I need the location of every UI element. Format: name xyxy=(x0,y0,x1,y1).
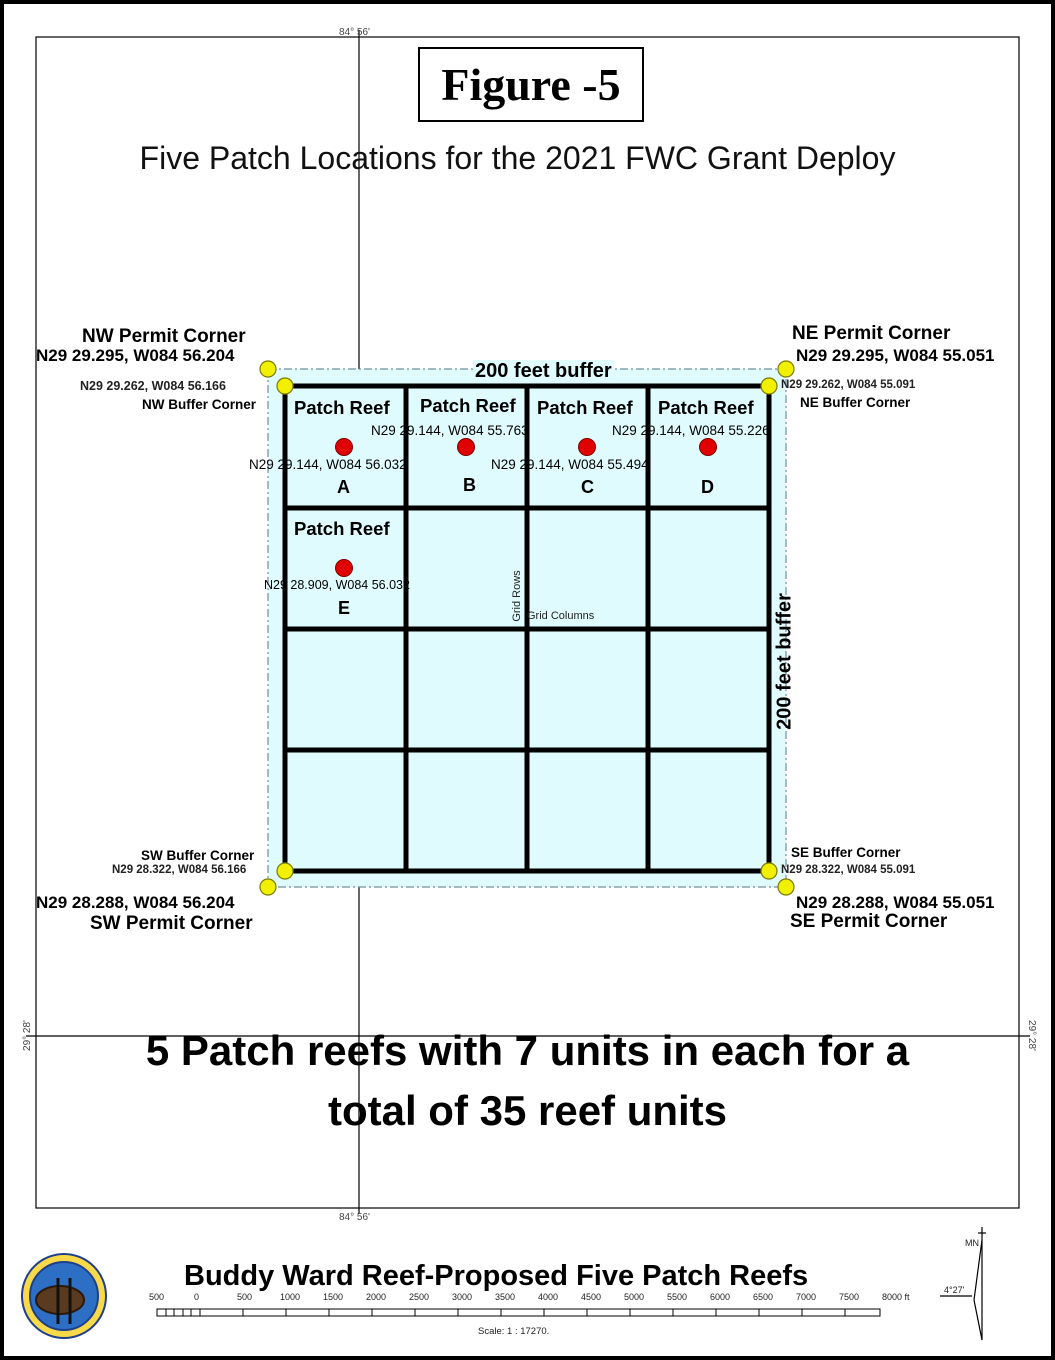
sw-buffer-marker xyxy=(277,863,293,879)
se-permit-corner-name: SE Permit Corner xyxy=(790,911,948,932)
scale-tick-label: 6000 xyxy=(710,1292,731,1302)
ne-permit-marker xyxy=(778,361,794,377)
patch-reef-e-coord: N29 28.909, W084 56.032 xyxy=(264,578,410,592)
patch-reef-d-letter: D xyxy=(701,477,714,497)
patch-reef-c-letter: C xyxy=(581,477,594,497)
scale-tick-label: 3000 xyxy=(452,1292,473,1302)
scale-tick-label: 5500 xyxy=(667,1292,688,1302)
scale-tick-label: 3500 xyxy=(495,1292,516,1302)
grid-rows-label: Grid Rows xyxy=(511,570,523,622)
figure-title: Figure -5 xyxy=(441,59,621,110)
scale-text: Scale: 1 : 17270. xyxy=(478,1326,550,1337)
north-label: MN xyxy=(965,1238,979,1248)
scale-tick-label: 2500 xyxy=(409,1292,430,1302)
grid-columns-label: Grid Columns xyxy=(527,610,595,622)
sw-buffer-corner-name: SW Buffer Corner xyxy=(141,848,255,863)
patch-reef-c-label: Patch Reef xyxy=(537,397,633,418)
reef-marker-b xyxy=(458,439,475,456)
patch-reef-d-label: Patch Reef xyxy=(658,397,754,418)
se-permit-corner-coord: N29 28.288, W084 55.051 xyxy=(796,893,995,912)
patch-reef-a-letter: A xyxy=(337,477,350,497)
se-buffer-corner-name: SE Buffer Corner xyxy=(791,845,901,860)
club-logo xyxy=(22,1254,106,1338)
scale-tick-label: 8000 ft xyxy=(882,1292,910,1302)
sw-buffer-corner-coord: N29 28.322, W084 56.166 xyxy=(112,864,247,876)
sw-permit-corner-name: SW Permit Corner xyxy=(90,913,253,934)
patch-reef-b-label: Patch Reef xyxy=(420,395,516,416)
patch-reef-d-coord: N29 29.144, W084 55.226 xyxy=(612,423,770,438)
scale-tick-label: 7000 xyxy=(796,1292,817,1302)
scale-tick-label: 4500 xyxy=(581,1292,602,1302)
scale-tick-label: 7500 xyxy=(839,1292,860,1302)
se-buffer-corner-coord: N29 28.322, W084 55.091 xyxy=(781,864,916,876)
scale-bar xyxy=(157,1309,880,1316)
nw-buffer-corner-name: NW Buffer Corner xyxy=(142,397,256,412)
patch-reef-b-letter: B xyxy=(463,475,476,495)
scale-tick-label: 4000 xyxy=(538,1292,559,1302)
sw-permit-marker xyxy=(260,879,276,895)
reef-marker-d xyxy=(700,439,717,456)
figure-subtitle: Five Patch Locations for the 2021 FWC Grant Deploy xyxy=(139,140,896,176)
graticule-lon-top: 84° 56' xyxy=(339,27,370,38)
ne-buffer-corner-name: NE Buffer Corner xyxy=(800,395,911,410)
buffer-label-right: 200 feet buffer xyxy=(773,593,796,730)
patch-reef-a-coord: N29 29.144, W084 56.032 xyxy=(249,457,407,472)
scale-tick-label: 1500 xyxy=(323,1292,344,1302)
reef-marker-e xyxy=(336,560,353,577)
scale-tick-label: 1000 xyxy=(280,1292,301,1302)
scale-tick-label: 0 xyxy=(194,1292,200,1302)
nw-permit-corner-coord: N29 29.295, W084 56.204 xyxy=(36,346,235,365)
patch-reef-e-label: Patch Reef xyxy=(294,518,390,539)
patch-reef-b-coord: N29 29.144, W084 55.763 xyxy=(371,423,529,438)
declination-label: 4°27' xyxy=(944,1285,965,1295)
nw-permit-corner-name: NW Permit Corner xyxy=(82,326,246,347)
buffer-label-top: 200 feet buffer xyxy=(475,360,612,382)
graticule-lat-right: 29° 28' xyxy=(1025,1020,1037,1051)
ne-buffer-marker xyxy=(761,378,777,394)
graticule-lat-left: 29° 28' xyxy=(21,1020,33,1051)
scale-tick-label: 5000 xyxy=(624,1292,645,1302)
se-permit-marker xyxy=(778,879,794,895)
summary-line-1: 5 Patch reefs with 7 units in each for a xyxy=(145,1027,910,1074)
north-arrow-icon xyxy=(940,1227,986,1340)
ne-permit-corner-coord: N29 29.295, W084 55.051 xyxy=(796,346,995,365)
graticule-lon-bottom: 84° 56' xyxy=(339,1212,370,1223)
ne-permit-corner-name: NE Permit Corner xyxy=(792,323,951,344)
patch-reef-e-letter: E xyxy=(338,598,351,618)
nw-permit-marker xyxy=(260,361,276,377)
scale-tick-label: 500 xyxy=(237,1292,253,1302)
scale-tick-label: 6500 xyxy=(753,1292,774,1302)
nw-buffer-corner-coord: N29 29.262, W084 56.166 xyxy=(80,379,226,393)
nw-buffer-marker xyxy=(277,378,293,394)
scale-tick-label: 500 xyxy=(149,1292,165,1302)
sw-permit-corner-coord: N29 28.288, W084 56.204 xyxy=(36,893,235,912)
se-buffer-marker xyxy=(761,863,777,879)
summary-line-2: total of 35 reef units xyxy=(327,1087,728,1134)
patch-reef-c-coord: N29 29.144, W084 55.494 xyxy=(491,457,649,472)
reef-marker-a xyxy=(336,439,353,456)
scale-tick-label: 2000 xyxy=(366,1292,387,1302)
reef-marker-c xyxy=(579,439,596,456)
footer-title: Buddy Ward Reef-Proposed Five Patch Reefs xyxy=(184,1260,809,1292)
figure-title-box xyxy=(418,47,644,122)
ne-buffer-corner-coord: N29 29.262, W084 55.091 xyxy=(781,379,916,391)
patch-reef-a-label: Patch Reef xyxy=(294,397,390,418)
